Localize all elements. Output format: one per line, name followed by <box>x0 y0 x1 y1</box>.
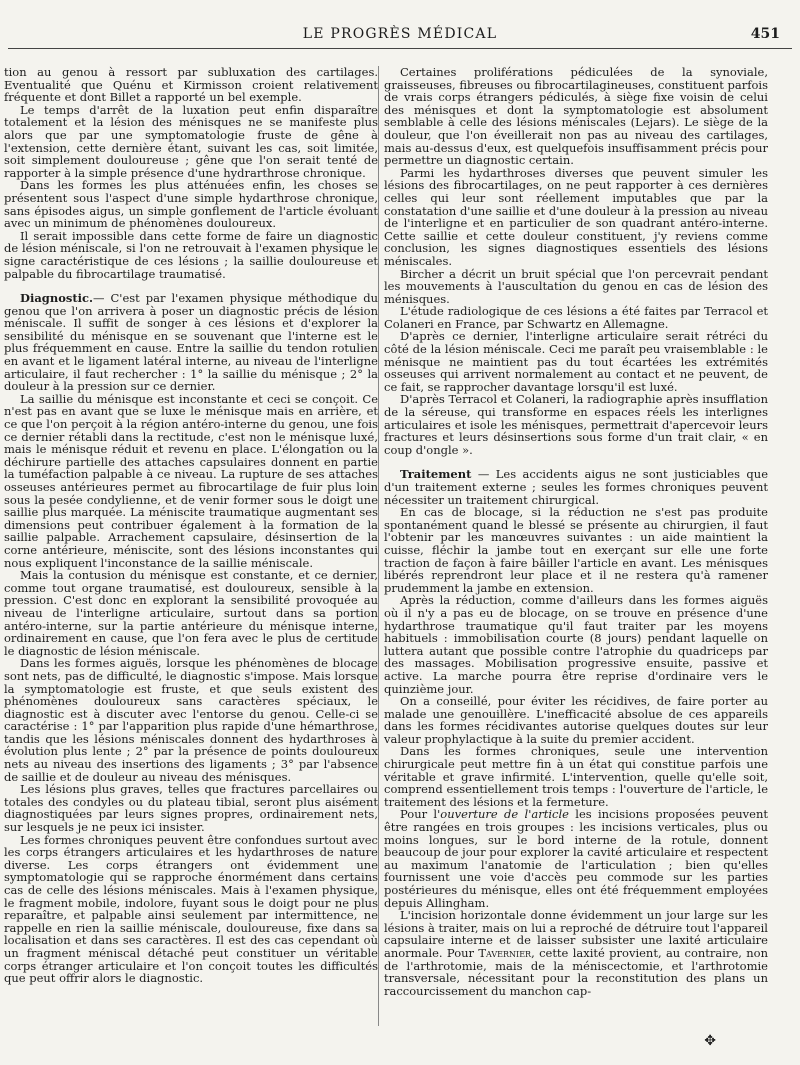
journal-title: LE PROGRÈS MÉDICAL <box>302 26 498 42</box>
paragraph: Le temps d'arrêt de la luxation peut enfin disparaître totalement et la lésion des ménisques ne se manifeste plus alors que par une symptomatologie fruste de gêne à l'extension, cette dernière étant, suivant les cas, soit limitée, soit simplement douloureuse ; gêne que l'on serait tenté de rapporter à la simple présence d'une hydrarthrose chronique. <box>4 102 378 180</box>
paragraph: Parmi les hydarthroses diverses que peuvent simuler les lésions des fibrocartilages, on ne peut rapporter à ces dernières celles qui leur sont réellement imputables que par la constatation d'une saillie et d'une douleur à la pression au niveau de l'interligne et en particulier de son quadrant antéro-interne. Cette saillie et cette douleur constituent, j'y reviens comme conclusion, les signes diagnostiques essentiels des lésions méniscales. <box>384 165 768 268</box>
paragraph: On a conseillé, pour éviter les récidives, de faire porter au malade une genouillère. L'inefficacité absolue de ces appareils dans les formes récidivantes autorise quelques doutes sur leur valeur prophylactique à la suite du premier accident. <box>384 694 768 746</box>
left-column <box>4 66 378 985</box>
ornament-icon: ✥ <box>704 1033 716 1049</box>
paragraph: Certaines proliférations pédiculées de la synoviale, graisseuses, fibreuses ou fibrocartilagineuses, constituent parfois de vrais corps étrangers pédiculés, à siège fixe voisin de celui des ménisques et dont la symptomatologie est absolument semblable à celle des lésions méniscales (Lejars). Le siège de la douleur, que l'on éveillerait non pas au niveau des cartilages, mais au-dessus d'eux, est quelquefois insuffisamment précis pour permettre un diagnostic certain. <box>384 65 768 168</box>
paragraph: D'après ce dernier, l'interligne articulaire serait rétréci du côté de la lésion méniscale. Ceci me paraît peu vraisemblable : le ménisque ne maintient pas du tout écartées les extrémités osseuses qui arrivent normalement au contact et ne peuvent, de ce fait, se rapprocher davantage lorsqu'il est luxé. <box>384 329 768 394</box>
paragraph <box>384 808 768 909</box>
paragraph <box>384 909 768 997</box>
paragraph: L'étude radiologique de ces lésions a été faites par Terracol et Colaneri en France, par Schwartz en Allemagne. <box>384 304 768 331</box>
paragraph: Dans les formes aiguës, lorsque les phénomènes de blocage sont nets, pas de difficulté, le diagnostic s'impose. Mais lorsque la symptomatologie est fruste, et que seuls existent des phénomènes douloureux sans caractères spéciaux, le diagnostic est à discuter avec l'entorse du genou. Celle-ci se caractérise : 1° par l'apparition plus rapide d'une hémarthrose, tandis que les lésions méniscales donnent des hydarthroses à évolution plus lente ; 2° par la présence de points douloureux nets au niveau des insertions des ligaments ; 3° par l'absence de saillie et de douleur au niveau des ménisques. <box>4 656 378 784</box>
section-text: — C'est par l'examen physique méthodique du genou que l'on arrivera à poser un diagnostic précis de lésion méniscale. Il suffit de songer à ces lésions et d'explorer la sensibilité du ménisque en se souvenant que l'interne est le plus fréquemment en cause. Entre la saillie du tendon rotulien en avant et le ligament latéral interne, au niveau de l'interligne articulaire, il faut rechercher : 1° la saillie du ménisque ; 2° la douleur à la pression sur ce dernier. <box>4 291 378 394</box>
diagnostic-section <box>4 292 378 393</box>
section-text: — Les accidents aigus ne sont justiciables que d'un traitement externe ; seules les formes chroniques peuvent nécessiter un traitement chirurgical. <box>384 467 768 507</box>
page-header <box>0 14 800 50</box>
paragraph: Dans les formes chroniques, seule une intervention chirurgicale peut mettre fin à un état qui constitue parfois une véritable et grave infirmité. L'intervention, quelle qu'elle soit, comprend essentiellement trois temps : l'ouverture de l'article, le traitement des lésions et la fermeture. <box>384 744 768 809</box>
section-heading-treatment: Traitement <box>400 467 472 482</box>
treatment-section <box>384 468 768 506</box>
paragraph: Les formes chroniques peuvent être confondues surtout avec les corps étrangers articulaires et les hydarthroses de nature diverse. Les corps étrangers ont évidemment une symptomatologie qui se rapproche énormément dans certains cas de celle des lésions méniscales. Mais à l'examen physique, le fragment mobile, indolore, fuyant sous le doigt pour ne plus reparaître, et palpable ainsi seulement par intermittence, ne rappelle en rien la saillie méniscale, douloureuse, fixe dans sa localisation et dans ses caractères. Il est des cas cependant où un fragment méniscal détaché peut constituer un véritable corps étranger articulaire et l'on conçoit toutes les difficultés que peut offrir alors le diagnostic. <box>4 832 378 986</box>
paragraph: Il serait impossible dans cette forme de faire un diagnostic de lésion méniscale, si l'on ne retrouvait à l'examen physique le signe caractéristique de ces lésions ; la saillie douloureuse et palpable du fibrocartilage traumatisé. <box>4 228 378 281</box>
paragraph: Dans les formes les plus atténuées enfin, les choses se présentent sous l'aspect d'une simple hydarthrose chronique, sans épisodes aigus, un simple gonflement de l'article évoluant avec un minimum de phénomènes douloureux. <box>4 178 378 231</box>
italic-term: ouverture de l'article <box>440 807 569 822</box>
header-rule <box>8 48 792 49</box>
page-number: 451 <box>750 26 780 42</box>
paragraph: La saillie du ménisque est inconstante et ceci se conçoit. Ce n'est pas en avant que se luxe le ménisque mais en arrière, et ce que l'on perçoit à la région antéro-interne du genou, une fois ce dernier rétabli dans la rectitude, c'est non le ménisque luxé, mais le ménisque réduit et revenu en place. L'élongation ou la déchirure partielle des attaches capsulaires donnent en partie la tuméfaction palpable à ce niveau. La rupture de ses attaches osseuses antérieures permet au fibrocartilage de fuir plus loin sous la pesée condylienne, et de venir former sous le doigt une saillie plus marquée. La méniscite traumatique augmentant ses dimensions peut contribuer également à la formation de la saillie palpable. Arrachement capsulaire, désinsertion de la corne antérieure, méniscite, sont des lésions inconstantes qui nous expliquent l'inconstance de la saillie méniscale. <box>4 391 378 570</box>
paragraph: Après la réduction, comme d'ailleurs dans les formes aiguës où il n'y a pas eu de blocage, on se trouve en présence d'une hydarthrose traumatique qu'il faut traiter par les moyens habituels : immobilisation courte (8 jours) pendant laquelle on luttera autant que possible contre l'atrophie du quadriceps par des massages. Mobilisation progressive ensuite, passive et active. La marche pourra être reprise d'ordinaire vers le quinzième jour. <box>384 593 768 696</box>
column-divider <box>378 66 379 1026</box>
paragraph: tion au genou à ressort par subluxation des cartilages. Eventualité que Quénu et Kirmisson croient relativement fréquente et dont Billet a rapporté un bel exemple. <box>4 65 378 105</box>
paragraph: Les lésions plus graves, telles que fractures parcellaires ou totales des condyles ou du plateau tibial, seront plus aisément diagnostiquées par leurs signes propres, ordinairement nets, sur lesquels je ne peux ici insister. <box>4 782 378 835</box>
text-run: L'incision horizontale donne évidemment un jour large sur les lésions à traiter, mais on lui a reproché de détruire tout l'appareil capsulaire interne et de laisser subsister une laxité articulaire anormale. Pour <box>384 908 768 960</box>
text-run: les incisions proposées peuvent être rangées en trois groupes : les incisions verticales, plus ou moins longues, sur le bord interne de la rotule, donnent beaucoup de jour pour explorer la cavité articulaire et respectent au maximum l'anatomie de l'articulation ; bien qu'elles fournissent une voie d'accès peu commode sur les parties postérieures du ménisque, elles ont été fréquemment employées depuis Allingham. <box>384 807 768 910</box>
text-run: , cette laxité provient, au contraire, non de l'arthrotomie, mais de la méniscectomie, et l'arthrotomie transversale, nécessitant pour la reconstitution des plans un raccourcissement du manchon cap- <box>384 945 768 998</box>
paragraph: Bircher a décrit un bruit spécial que l'on percevrait pendant les mouvements à l'auscultation du genou en cas de lésion des ménisques. <box>384 266 768 306</box>
text-run: Pour l' <box>400 807 441 822</box>
paragraph: Mais la contusion du ménisque est constante, et ce dernier, comme tout organe traumatisé, est douloureux, sensible à la pression. C'est donc en explorant la sensibilité provoquée au niveau de l'interligne articulaire, surtout dans sa portion antéro-interne, sur la partie antérieure du ménisque interne, ordinairement en cause, que l'on fera avec le plus de certitude le diagnostic de lésion méniscale. <box>4 568 378 658</box>
right-column <box>384 66 768 997</box>
paragraph: D'après Terracol et Colaneri, la radiographie après insufflation de la séreuse, qui transforme en espaces réels les interlignes articulaires et isole les ménisques, permettrait d'apercevoir leurs fractures et leurs désinsertions sous forme d'un trait clair, « en coup d'ongle ». <box>384 392 768 457</box>
section-heading-diagnostic: Diagnostic. <box>20 291 94 306</box>
author-name: Tavernier <box>478 945 532 960</box>
paragraph: En cas de blocage, si la réduction ne s'est pas produite spontanément quand le blessé se présente au chirurgien, il faut l'obtenir par les manœuvres suivantes : un aide maintient la cuisse, fléchir la jambe tout en exerçant sur elle une forte traction de façon à faire bâiller l'article en avant. Les ménisques libérés reprendront leur place et il ne restera qu'à ramener prudemment la jambe en extension. <box>384 505 768 595</box>
